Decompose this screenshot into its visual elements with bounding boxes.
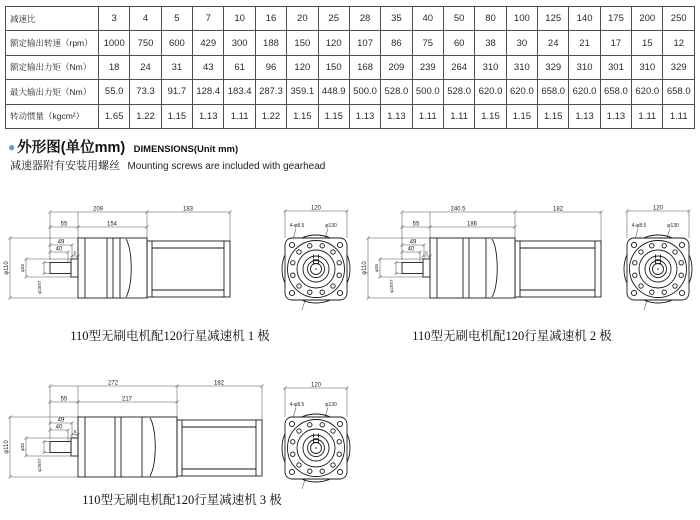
- spec-cell: 12: [663, 31, 695, 55]
- spec-cell: 1.11: [663, 104, 695, 128]
- spec-cell: 4: [130, 7, 161, 31]
- spec-cell: 40: [412, 7, 443, 31]
- spec-cell: 128.4: [193, 80, 224, 104]
- spec-cell: 200: [632, 7, 663, 31]
- label-bolt-circle: φ130: [325, 223, 337, 229]
- spec-cell: 310: [475, 55, 506, 79]
- spec-cell: 35: [381, 7, 412, 31]
- spec-cell: 429: [193, 31, 224, 55]
- dim-total: 209: [92, 206, 104, 213]
- table-row: [6, 7, 695, 31]
- spec-cell: 250: [663, 7, 695, 31]
- shaft-hub: [71, 438, 78, 456]
- spec-cell: 528.0: [381, 80, 412, 104]
- spec-cell: 1.13: [193, 104, 224, 128]
- spec-cell: 125: [538, 7, 569, 31]
- table-row: [6, 55, 695, 79]
- dim-step: 5: [73, 250, 77, 256]
- spec-cell: 239: [412, 55, 443, 79]
- spec-cell: 28: [349, 7, 380, 31]
- dim-step: 5: [425, 250, 428, 256]
- spec-cell: 15: [632, 31, 663, 55]
- dim-motor: 182: [213, 380, 225, 387]
- spec-cell: 658.0: [538, 80, 569, 104]
- dim-shaft-dia: φ25h7: [37, 280, 42, 294]
- spec-cell: 301: [600, 55, 631, 79]
- spec-cell: 17: [600, 31, 631, 55]
- spec-cell: 25: [318, 7, 349, 31]
- spec-cell: 5: [161, 7, 192, 31]
- spec-cell: 183.4: [224, 80, 255, 104]
- spec-cell: 1.13: [349, 104, 380, 128]
- spec-cell: 329: [663, 55, 695, 79]
- spec-cell: 1.65: [99, 104, 130, 128]
- spec-cell: 620.0: [475, 80, 506, 104]
- row-header: 减速比: [6, 7, 99, 31]
- spec-cell: 310: [569, 55, 600, 79]
- spec-cell: 1.11: [224, 104, 255, 128]
- spec-cell: 7: [193, 7, 224, 31]
- dimension-lines: [8, 384, 263, 478]
- dimensions-section-header: [8, 136, 238, 154]
- subtitle-zh: 减速器附有安装用螺丝: [10, 160, 120, 172]
- spec-cell: 24: [130, 55, 161, 79]
- spec-cell: 140: [569, 7, 600, 31]
- label-bolt-circle: φ130: [667, 223, 679, 229]
- spec-cell: 91.7: [161, 80, 192, 104]
- spec-cell: 658.0: [663, 80, 695, 104]
- spec-cell: 500.0: [349, 80, 380, 104]
- spec-cell: 60: [443, 31, 474, 55]
- output-shaft: [50, 263, 71, 274]
- spec-cell: 310: [632, 55, 663, 79]
- gearhead-body: [78, 238, 147, 298]
- label-corner-holes: 4-φ8.5: [631, 223, 647, 229]
- spec-cell: 1.13: [569, 104, 600, 128]
- dim-flange-width: 120: [310, 382, 322, 389]
- table-row: [6, 31, 695, 55]
- spec-cell: 1.22: [130, 104, 161, 128]
- row-header: 最大输出力矩（Nm）: [6, 80, 99, 104]
- spec-cell: 20: [287, 7, 318, 31]
- spec-cell: 120: [318, 31, 349, 55]
- dim-step: 5: [73, 429, 77, 434]
- spec-cell: 175: [600, 7, 631, 31]
- spec-table-body: [6, 7, 695, 129]
- dim-flange-width: 120: [652, 205, 664, 212]
- spec-cell: 620.0: [506, 80, 537, 104]
- table-row: [6, 104, 695, 128]
- spec-cell: 30: [506, 31, 537, 55]
- spec-cell: 1.13: [381, 104, 412, 128]
- dim-total: 240.5: [450, 206, 466, 213]
- dim-flange-width: 120: [310, 205, 322, 212]
- label-corner-holes: 4-φ8.5: [289, 402, 305, 408]
- section-title-zh: 外形图(单位mm): [17, 140, 126, 156]
- dimension-lines: [366, 210, 602, 299]
- spec-cell: 1.15: [506, 104, 537, 128]
- gearhead-chamfer-curve: [150, 418, 155, 476]
- dim-sect-a: 55: [60, 396, 68, 403]
- section-bullet-icon: ●: [8, 140, 16, 154]
- motor-body: [177, 420, 262, 476]
- spec-cell: 1.11: [632, 104, 663, 128]
- shaft-hub: [423, 259, 430, 277]
- label-bolt-circle: φ130: [325, 402, 337, 408]
- spec-cell: 287.3: [255, 80, 286, 104]
- spec-cell: 18: [99, 55, 130, 79]
- spec-cell: 24: [538, 31, 569, 55]
- dim-sect-b: 217: [121, 396, 133, 403]
- output-shaft: [50, 442, 71, 453]
- spec-cell: 80: [475, 7, 506, 31]
- spec-cell: 43: [193, 55, 224, 79]
- output-shaft: [402, 263, 423, 274]
- drawing-1-caption: 110型无刷电机配120行星减速机 1 极: [70, 329, 270, 343]
- spec-cell: 620.0: [569, 80, 600, 104]
- gearmotor-outline: [50, 238, 230, 298]
- drawing-2-caption: 110型无刷电机配120行星减速机 2 极: [412, 329, 612, 343]
- spec-cell: 329: [538, 55, 569, 79]
- gearhead-body: [430, 238, 515, 298]
- dimensions-section-subtitle: [10, 156, 325, 174]
- spec-cell: 1.22: [255, 104, 286, 128]
- front-view-drawing-1: [270, 198, 365, 330]
- spec-cell: 1.15: [318, 104, 349, 128]
- gearhead-chamfer-curve: [492, 239, 497, 297]
- spec-cell: 1.15: [287, 104, 318, 128]
- spec-cell: 38: [475, 31, 506, 55]
- spec-cell: 209: [381, 55, 412, 79]
- spec-cell: 750: [130, 31, 161, 55]
- dim-body-dia: φ110: [4, 261, 10, 275]
- spec-cell: 150: [318, 55, 349, 79]
- spec-cell: 620.0: [632, 80, 663, 104]
- spec-cell: 55.0: [99, 80, 130, 104]
- dim-total: 272: [107, 380, 119, 387]
- side-view-drawing-1: [0, 198, 240, 330]
- row-header: 转动惯量（kgcm²）: [6, 104, 99, 128]
- center-mark: [315, 447, 317, 449]
- spec-cell: 50: [443, 7, 474, 31]
- spec-cell: 73.3: [130, 80, 161, 104]
- spec-cell: 188: [255, 31, 286, 55]
- dim-shaft-dia: φ25h7: [389, 279, 394, 293]
- spec-cell: 1.15: [161, 104, 192, 128]
- dim-sect-a: 55: [60, 221, 68, 228]
- spec-cell: 600: [161, 31, 192, 55]
- row-header: 额定输出转速（rpm）: [6, 31, 99, 55]
- spec-cell: 150: [287, 31, 318, 55]
- spec-cell: 1.13: [600, 104, 631, 128]
- gearmotor-outline: [50, 417, 262, 477]
- dim-shaft-dia: φ25h7: [37, 458, 42, 472]
- dim-sect-b: 186: [466, 221, 478, 228]
- spec-cell: 3: [99, 7, 130, 31]
- spec-cell: 1.15: [538, 104, 569, 128]
- dim-key-len: 40: [55, 246, 63, 253]
- spec-cell: 1.15: [475, 104, 506, 128]
- spec-cell: 120: [287, 55, 318, 79]
- dim-sect-b: 154: [106, 221, 118, 228]
- section-title-en: DIMENSIONS(Unit mm): [133, 144, 239, 155]
- dim-key-len: 40: [55, 424, 63, 431]
- dim-hub-dia: φ35: [20, 442, 25, 452]
- spec-cell: 107: [349, 31, 380, 55]
- dim-key-len: 40: [407, 246, 415, 253]
- spec-cell: 448.9: [318, 80, 349, 104]
- motor-body: [147, 241, 230, 297]
- spec-cell: 96: [255, 55, 286, 79]
- dim-body-dia: φ110: [4, 440, 10, 454]
- spec-cell: 16: [255, 7, 286, 31]
- dim-motor: 183: [182, 206, 194, 213]
- dim-hub-dia: φ35: [20, 263, 25, 273]
- spec-cell: 1.11: [412, 104, 443, 128]
- subtitle-en: Mounting screws are included with gearhead: [127, 161, 326, 172]
- spec-cell: 31: [161, 55, 192, 79]
- spec-cell: 21: [569, 31, 600, 55]
- side-view-drawing-2: [360, 198, 610, 330]
- spec-cell: 300: [224, 31, 255, 55]
- dim-shaft-len: 49: [57, 239, 65, 246]
- shaft-hub: [71, 259, 78, 277]
- spec-cell: 168: [349, 55, 380, 79]
- motor-body: [515, 241, 601, 297]
- dim-hub-dia: φ35: [374, 263, 379, 273]
- dim-motor: 182: [552, 206, 564, 213]
- dim-body-dia: φ110: [362, 261, 368, 275]
- spec-cell: 310: [506, 55, 537, 79]
- spec-cell: 61: [224, 55, 255, 79]
- spec-cell: 658.0: [600, 80, 631, 104]
- row-header: 额定输出力矩（Nm）: [6, 55, 99, 79]
- center-mark: [315, 268, 317, 270]
- center-mark: [657, 268, 659, 270]
- spec-cell: 1000: [99, 31, 130, 55]
- spec-cell: 264: [443, 55, 474, 79]
- gearhead-body: [78, 417, 177, 477]
- spec-cell: 528.0: [443, 80, 474, 104]
- spec-cell: 359.1: [287, 80, 318, 104]
- spec-cell: 500.0: [412, 80, 443, 104]
- spec-cell: 75: [412, 31, 443, 55]
- drawing-3-caption: 110型无刷电机配120行星减速机 3 极: [82, 493, 282, 507]
- spec-cell: 1.11: [443, 104, 474, 128]
- table-row: [6, 80, 695, 104]
- gearhead-chamfer-curve: [126, 239, 131, 297]
- gearmotor-outline: [402, 238, 601, 298]
- spec-cell: 10: [224, 7, 255, 31]
- dim-sect-a: 55: [412, 221, 420, 228]
- spec-table: [5, 6, 695, 129]
- label-corner-holes: 4-φ8.5: [289, 223, 305, 229]
- spec-cell: 100: [506, 7, 537, 31]
- front-view-drawing-2: [612, 198, 700, 330]
- spec-cell: 86: [381, 31, 412, 55]
- dim-shaft-len: 49: [57, 417, 65, 424]
- dim-shaft-len: 49: [409, 239, 417, 246]
